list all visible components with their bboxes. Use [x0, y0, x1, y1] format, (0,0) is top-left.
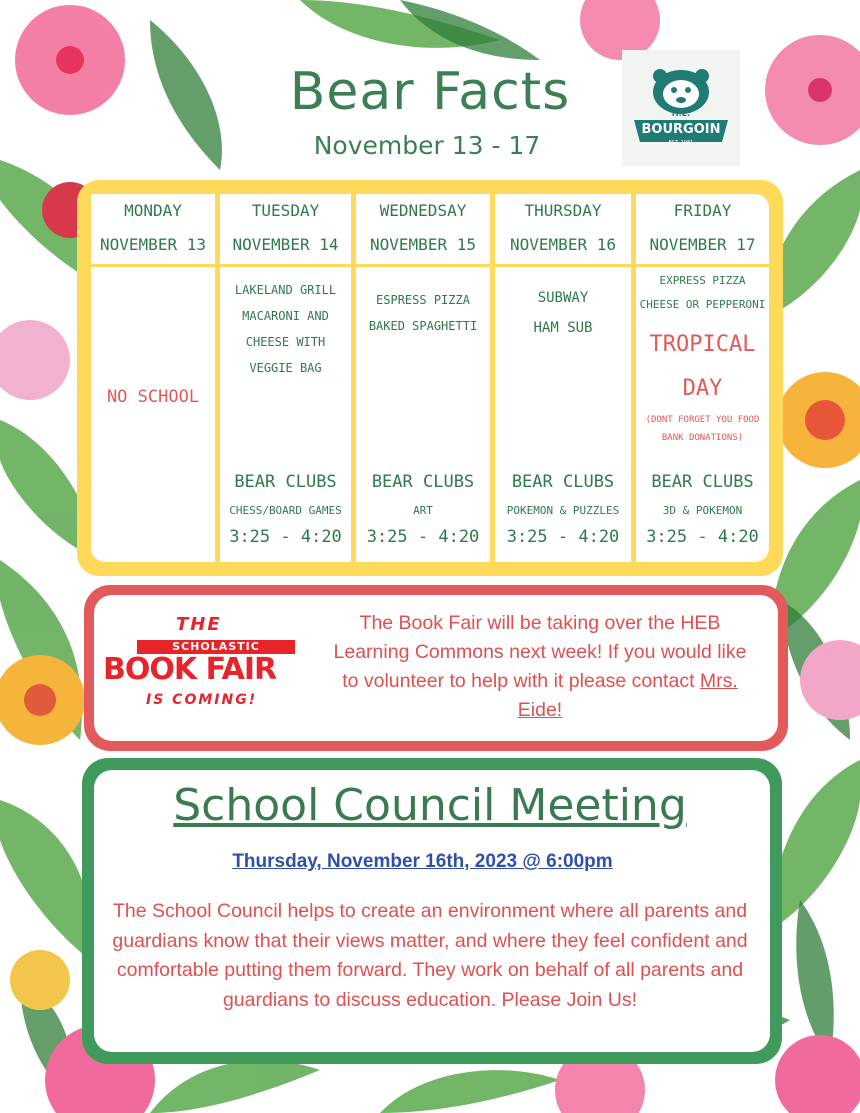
newsletter-title: Bear Facts [289, 62, 571, 122]
body-monday [91, 267, 215, 562]
header-tuesday: TUESDAY NOVEMBER 14 [220, 194, 351, 264]
body-tuesday [220, 267, 351, 562]
logo-est: EST. 1981 [668, 140, 694, 146]
lunch-thursday: SUBWAY HAM SUB [533, 290, 593, 336]
book-fair-logo-coming: IS COMING! [146, 692, 258, 708]
header-friday: FRIDAY NOVEMBER 17 [636, 194, 769, 264]
logo-name: BOURGOIN [641, 122, 721, 137]
logo-initials: H.E. [671, 109, 691, 118]
newsletter-dates: November 13 - 17 [313, 131, 541, 160]
body-wednesday [356, 267, 490, 562]
header-wednesday: WEDNEDSAY NOVEMBER 15 [356, 194, 490, 264]
scholastic-brand: SCHOLASTIC [137, 640, 295, 654]
clubs-friday: BEAR CLUBS 3D & POKEMON 3:25 - 4:20 [646, 472, 759, 547]
header-monday: MONDAY NOVEMBER 13 [91, 194, 215, 264]
lunch-wednesday: ESPRESS PIZZA BAKED SPAGHETTI [368, 293, 478, 333]
lunch-tuesday: LAKELAND GRILL MACARONI AND CHEESE WITH VEGGIE BAG [234, 283, 337, 375]
council-title: School Council Meeting [173, 780, 687, 831]
clubs-thursday: BEAR CLUBS POKEMON & PUZZLES 3:25 - 4:20 [506, 472, 620, 547]
council-date-link[interactable]: Thursday, November 16th, 2023 @ 6:00pm [232, 851, 613, 872]
tropical-day-event: TROPICAL DAY (DONT FORGET YOU FOOD BANK DONATIONS) [645, 332, 760, 443]
body-thursday [495, 267, 631, 562]
lunch-friday: EXPRESS PIZZA CHEESE OR PEPPERONI [639, 274, 766, 311]
contact-mrs-eide-link[interactable]: Mrs. Eide! [517, 670, 738, 721]
book-fair-logo-the: THE [176, 614, 222, 635]
clubs-wednesday: BEAR CLUBS ART 3:25 - 4:20 [366, 472, 480, 547]
no-school-label: NO SCHOOL [106, 387, 200, 407]
clubs-tuesday: BEAR CLUBS CHESS/BOARD GAMES 3:25 - 4:20 [229, 472, 342, 547]
council-description: The School Council helps to create an environment where all parents and guardians know that their views matter, and where they feel confident and comfortable putting them forward. They work on behalf of all parents and guardians to discuss education. Please Join Us! [112, 900, 748, 1011]
book-fair-message: The Book Fair will be taking over the HEB Learning Commons next week! If you would like to volunteer to help with it please contact Mrs. Eide! [333, 612, 747, 721]
book-fair-logo-main: BOOK FAIR [103, 652, 277, 687]
body-friday [636, 267, 769, 562]
weekly-menu-table [77, 180, 783, 576]
bear-mascot-icon [622, 50, 740, 166]
school-logo [622, 50, 740, 166]
header-thursday: THURSDAY NOVEMBER 16 [495, 194, 631, 264]
